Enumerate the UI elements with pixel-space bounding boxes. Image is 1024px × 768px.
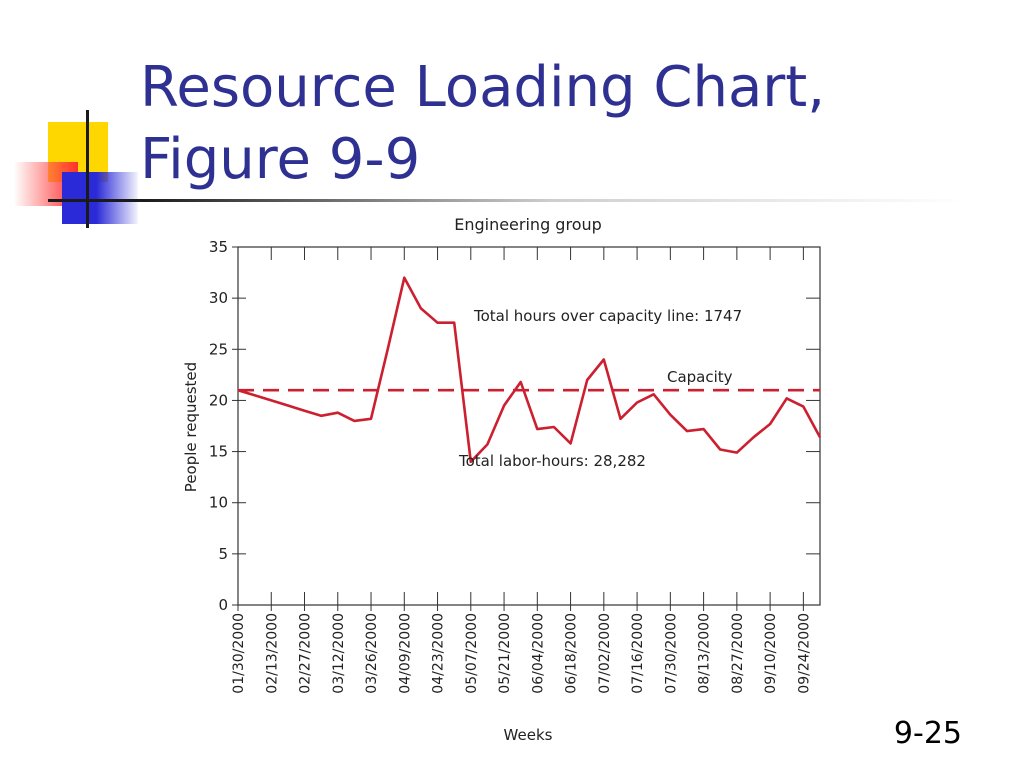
x-tick-label: 09/24/2000 — [796, 613, 813, 694]
y-tick-label: 15 — [208, 442, 228, 461]
y-axis-label: People requested — [182, 361, 200, 493]
x-tick-label: 07/30/2000 — [663, 613, 680, 694]
x-tick-label: 05/21/2000 — [497, 613, 514, 694]
x-tick-label: 03/12/2000 — [330, 613, 347, 694]
x-tick-label: 06/04/2000 — [530, 613, 547, 694]
y-axis — [209, 238, 820, 614]
slide-number: 9-25 — [893, 716, 962, 751]
x-tick-label: 02/27/2000 — [297, 613, 314, 694]
y-tick-label: 5 — [218, 544, 228, 563]
y-tick-label: 0 — [218, 596, 228, 614]
x-tick-label: 08/27/2000 — [729, 613, 746, 694]
x-tick-label: 01/30/2000 — [231, 613, 247, 694]
series-line-people-requested — [238, 278, 820, 462]
y-tick-label: 20 — [208, 391, 228, 410]
y-tick-label: 10 — [208, 493, 228, 512]
annotation-over-capacity: Total hours over capacity line: 1747 — [474, 307, 743, 325]
y-tick-label: 35 — [208, 238, 228, 256]
slide-title-line1: Resource Loading Chart, — [140, 55, 826, 120]
annotation-total-labor: Total labor-hours: 28,282 — [459, 452, 646, 470]
chart-title: Engineering group — [454, 215, 602, 234]
chart-plot-frame — [238, 247, 820, 605]
x-tick-label: 03/26/2000 — [364, 613, 381, 694]
annotation-capacity: Capacity — [667, 368, 733, 386]
x-tick-label: 08/13/2000 — [696, 613, 713, 694]
slide-title-line2: Figure 9-9 — [140, 127, 421, 192]
deco-blue-square — [62, 172, 138, 224]
series-group — [238, 278, 820, 462]
resource-loading-chart — [170, 205, 840, 745]
slide-title — [140, 52, 825, 196]
deco-vertical-line — [86, 110, 89, 228]
x-tick-label: 09/10/2000 — [763, 613, 780, 694]
x-tick-label: 06/18/2000 — [563, 613, 580, 694]
plot-border — [238, 247, 820, 605]
title-underline — [48, 199, 968, 202]
x-tick-label: 04/23/2000 — [430, 613, 447, 694]
y-tick-label: 30 — [208, 289, 228, 308]
x-tick-label: 04/09/2000 — [397, 613, 414, 694]
x-tick-label: 02/13/2000 — [264, 613, 281, 694]
x-tick-label: 07/16/2000 — [630, 613, 647, 694]
x-axis-label: Weeks — [503, 726, 553, 744]
x-tick-label: 07/02/2000 — [596, 613, 613, 694]
y-tick-label: 25 — [208, 340, 228, 359]
x-tick-label: 05/07/2000 — [463, 613, 480, 694]
